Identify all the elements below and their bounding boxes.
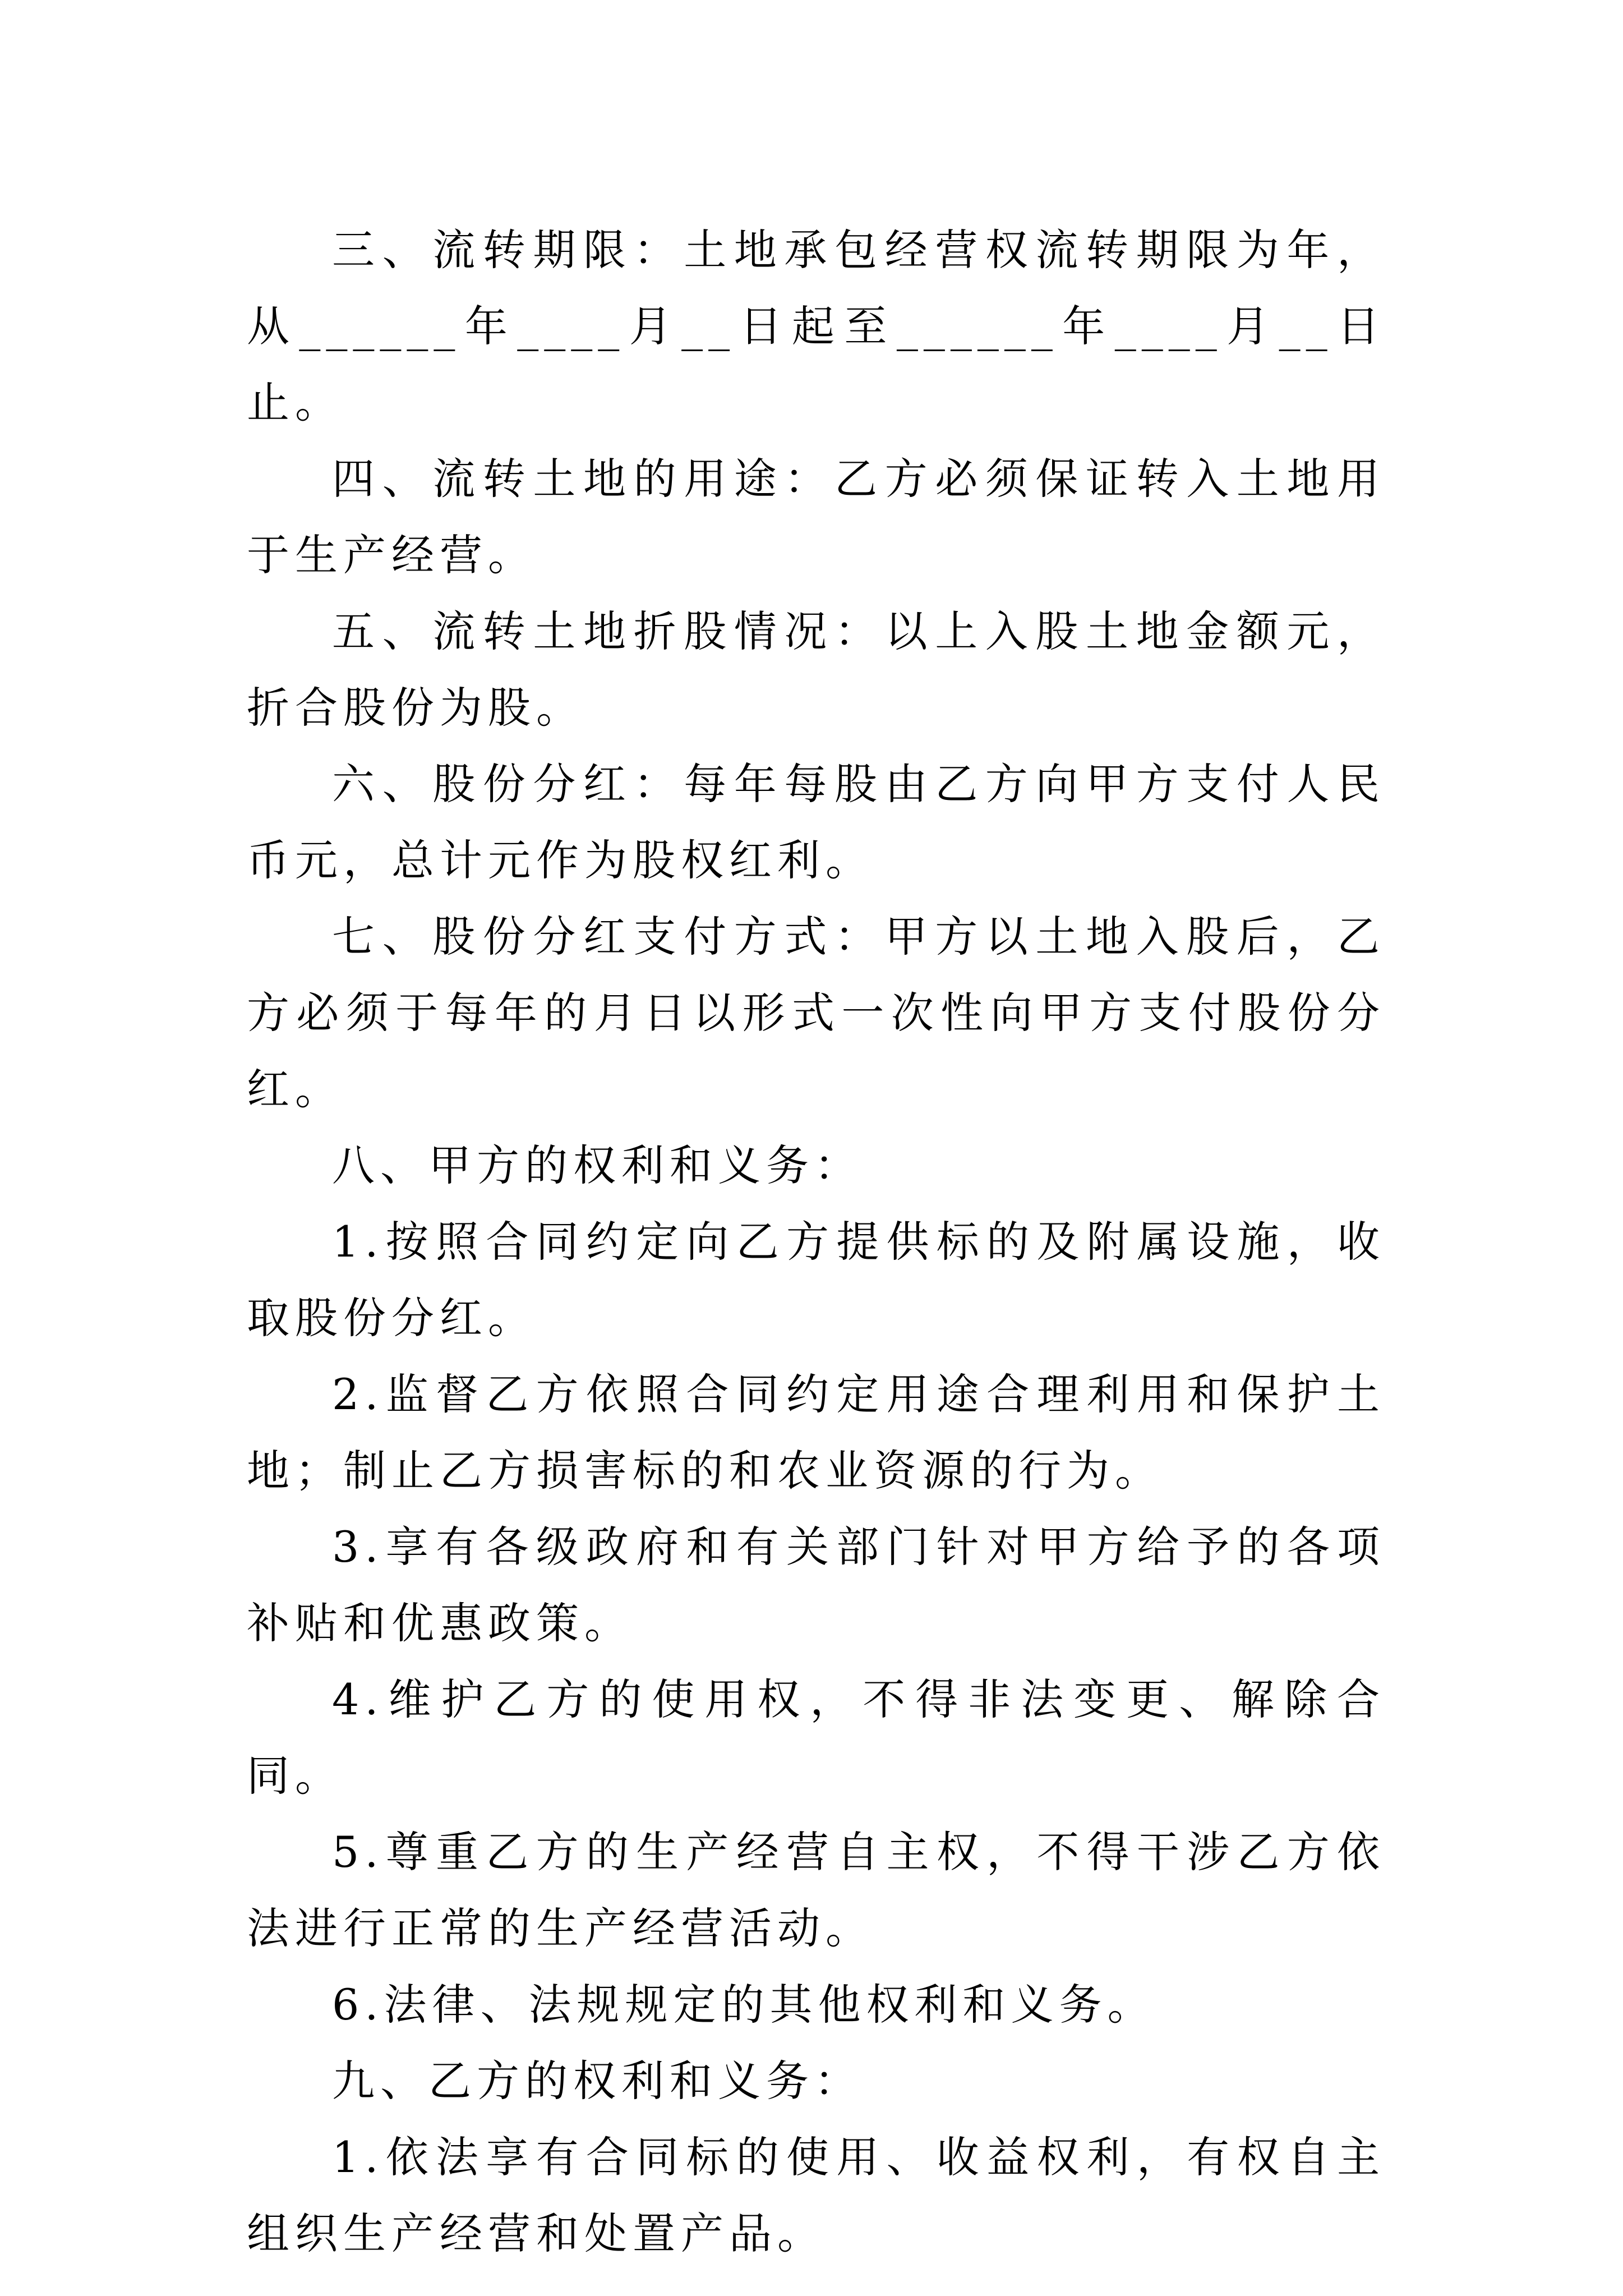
document-body (247, 212, 1385, 2272)
party-a-item-2: 2.监督乙方依照合同约定用途合理利用和保护土地；制止乙方损害标的和农业资源的行为。 (247, 1369, 1385, 1496)
section-heading-party-a: 八、甲方的权利和义务： (332, 1140, 863, 1190)
party-a-item-1: 1.按照合同约定向乙方提供标的及附属设施，收取股份分红。 (247, 1217, 1385, 1343)
clause-dividend: 六、股份分红：每年每股由乙方向甲方支付人民币元，总计元作为股权红利。 (247, 759, 1385, 885)
clause-transfer-period: 三、流转期限：土地承包经营权流转期限为年，从______年____月__日起至______年____月__日止。 (247, 225, 1385, 427)
section-heading-party-b: 九、乙方的权利和义务： (332, 2056, 863, 2106)
clause-land-use: 四、流转土地的用途：乙方必须保证转入土地用于生产经营。 (247, 454, 1385, 580)
party-a-item-4: 4.维护乙方的使用权，不得非法变更、解除合同。 (247, 1674, 1385, 1801)
party-a-item-3: 3.享有各级政府和有关部门针对甲方给予的各项补贴和优惠政策。 (247, 1522, 1385, 1648)
party-b-item-1: 1.依法享有合同标的使用、收益权利，有权自主组织生产经营和处置产品。 (247, 2132, 1385, 2258)
party-a-item-5: 5.尊重乙方的生产经营自主权，不得干涉乙方依法进行正常的生产经营活动。 (247, 1827, 1385, 1953)
clause-share-conversion: 五、流转土地折股情况：以上入股土地金额元，折合股份为股。 (247, 606, 1385, 733)
clause-dividend-payment: 七、股份分红支付方式：甲方以土地入股后，乙方必须于每年的月日以形式一次性向甲方支付股份分红。 (247, 912, 1385, 1114)
party-a-item-6: 6.法律、法规规定的其他权利和义务。 (332, 1980, 1156, 2030)
